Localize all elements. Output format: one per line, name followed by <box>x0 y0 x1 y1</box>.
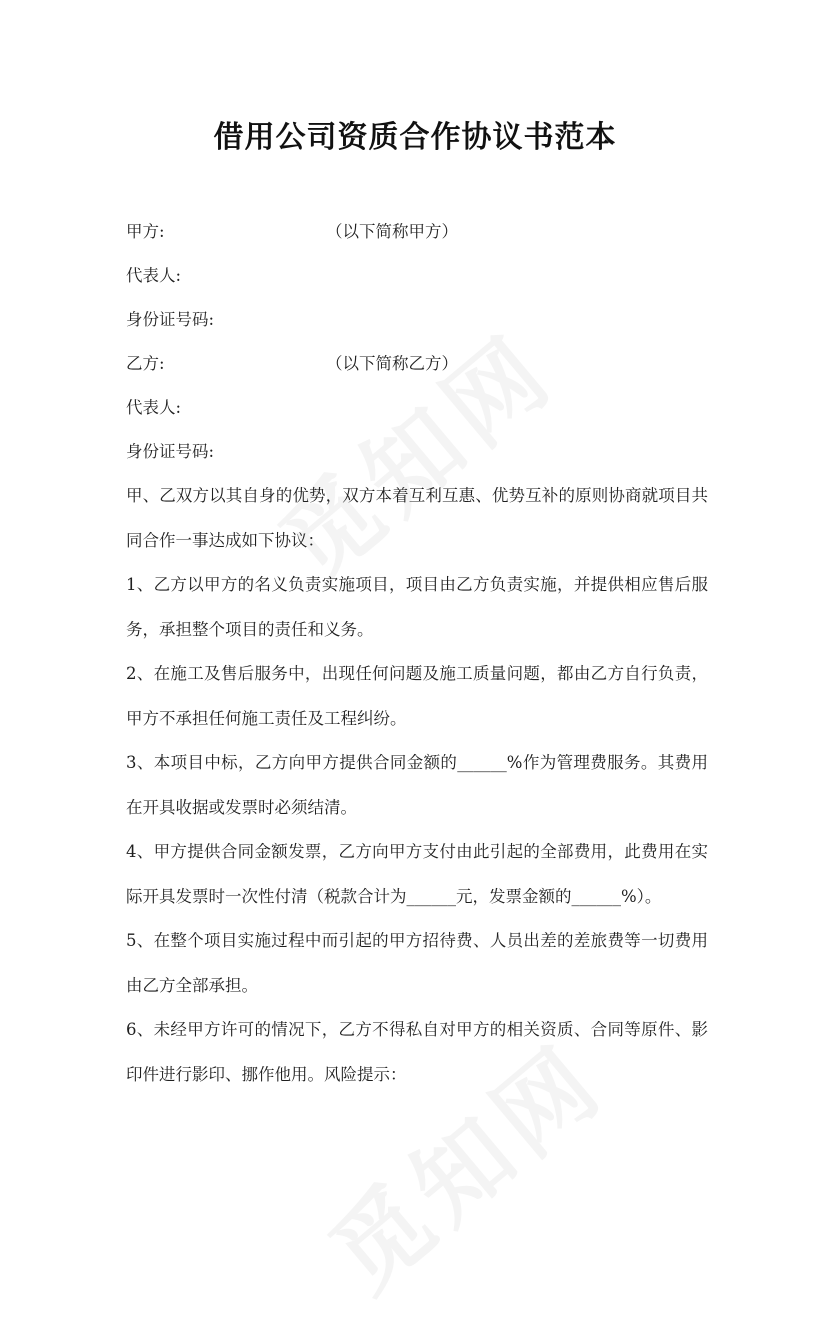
party-a-note: （以下简称甲方） <box>326 222 458 241</box>
clause-3: 3、本项目中标，乙方向甲方提供合同金额的______%作为管理费服务。其费用在开具收据或发票时必须结清。 <box>126 753 708 817</box>
party-a-id-number: 身份证号码: <box>126 310 215 329</box>
document-body <box>126 218 708 1105</box>
document-title: 借用公司资质合作协议书范本 <box>213 120 617 155</box>
party-b-representative: 代表人: <box>126 398 182 417</box>
party-b-note: （以下简称乙方） <box>326 354 458 373</box>
clause-5: 5、在整个项目实施过程中而引起的甲方招待费、人员出差的差旅费等一切费用由乙方全部承担。 <box>126 931 708 995</box>
intro-paragraph: 甲、乙双方以其自身的优势，双方本着互利互惠、优势互补的原则协商就项目共同合作一事达成如下协议： <box>126 486 708 550</box>
clause-1: 1、乙方以甲方的名义负责实施项目，项目由乙方负责实施，并提供相应售后服务，承担整个项目的责任和义务。 <box>126 575 708 639</box>
clause-6: 6、未经甲方许可的情况下，乙方不得私自对甲方的相关资质、合同等原件、影印件进行影印、挪作他用。风险提示： <box>126 1020 708 1084</box>
party-a-label: 甲方: <box>126 222 165 241</box>
clause-4: 4、甲方提供合同金额发票，乙方向甲方支付由此引起的全部费用，此费用在实际开具发票时一次性付清（税款合计为______元，发票金额的______%）。 <box>126 842 708 906</box>
party-b-id-number: 身份证号码: <box>126 442 215 461</box>
party-a-line <box>126 218 708 262</box>
party-b-line <box>126 350 708 394</box>
party-b-label: 乙方: <box>126 354 165 373</box>
clause-2: 2、在施工及售后服务中，出现任何问题及施工质量问题，都由乙方自行负责，甲方不承担任何施工责任及工程纠纷。 <box>126 664 708 728</box>
party-a-representative: 代表人: <box>126 266 182 285</box>
